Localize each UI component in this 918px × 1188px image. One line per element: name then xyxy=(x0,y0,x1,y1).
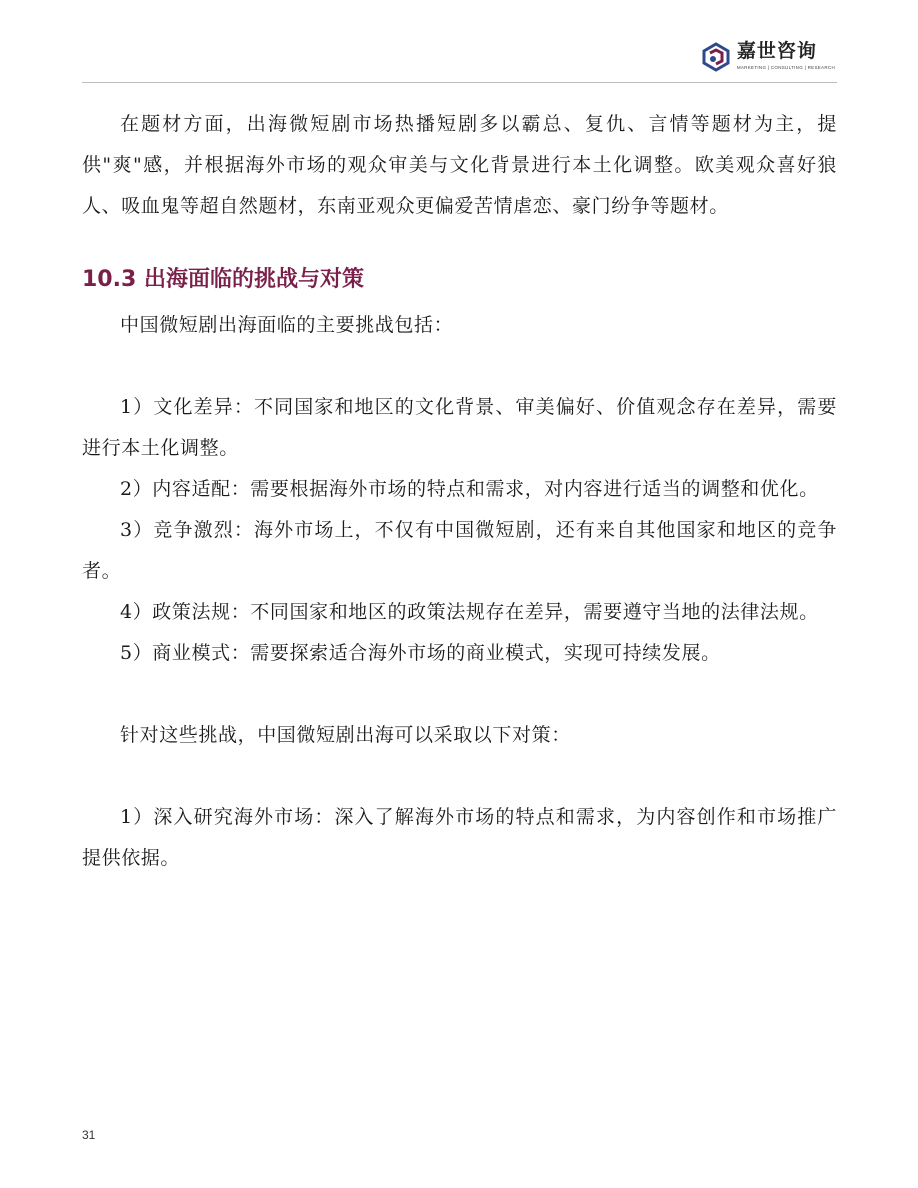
challenges-intro: 中国微短剧出海面临的主要挑战包括： xyxy=(120,314,454,336)
strategy-item: 1）深入研究海外市场：深入了解海外市场的特点和需求，为内容创作和市场推广提供依据。 xyxy=(82,806,837,869)
section-heading: 10.3 出海面临的挑战与对策 xyxy=(82,267,364,292)
challenge-item: 4）政策法规：不同国家和地区的政策法规存在差异，需要遵守当地的法律法规。 xyxy=(120,601,819,623)
challenge-item: 3）竞争激烈：海外市场上，不仅有中国微短剧，还有来自其他国家和地区的竞争者。 xyxy=(82,519,837,582)
page-header xyxy=(82,36,837,83)
logo-tagline: MARKETING | CONSULTING | RESEARCH xyxy=(736,65,835,70)
challenge-item: 1）文化差异：不同国家和地区的文化背景、审美偏好、价值观念存在差异，需要进行本土化调整。 xyxy=(82,396,837,459)
company-logo xyxy=(701,40,835,76)
strategies-intro: 针对这些挑战，中国微短剧出海可以采取以下对策： xyxy=(120,724,571,746)
challenge-item: 5）商业模式：需要探索适合海外市场的商业模式，实现可持续发展。 xyxy=(120,642,721,664)
logo-mark-icon xyxy=(701,42,731,72)
page-content xyxy=(82,104,837,879)
page-number: 31 xyxy=(82,1128,96,1142)
challenge-item: 2）内容适配：需要根据海外市场的特点和需求，对内容进行适当的调整和优化。 xyxy=(120,478,819,500)
logo-name: 嘉世咨询 xyxy=(736,40,817,62)
intro-paragraph: 在题材方面，出海微短剧市场热播短剧多以霸总、复仇、言情等题材为主，提供"爽"感，并根据海外市场的观众审美与文化背景进行本土化调整。欧美观众喜好狼人、吸血鬼等超自然题材，东南亚观众更偏爱苦情虐恋、豪门纷争等题材。 xyxy=(82,113,837,217)
